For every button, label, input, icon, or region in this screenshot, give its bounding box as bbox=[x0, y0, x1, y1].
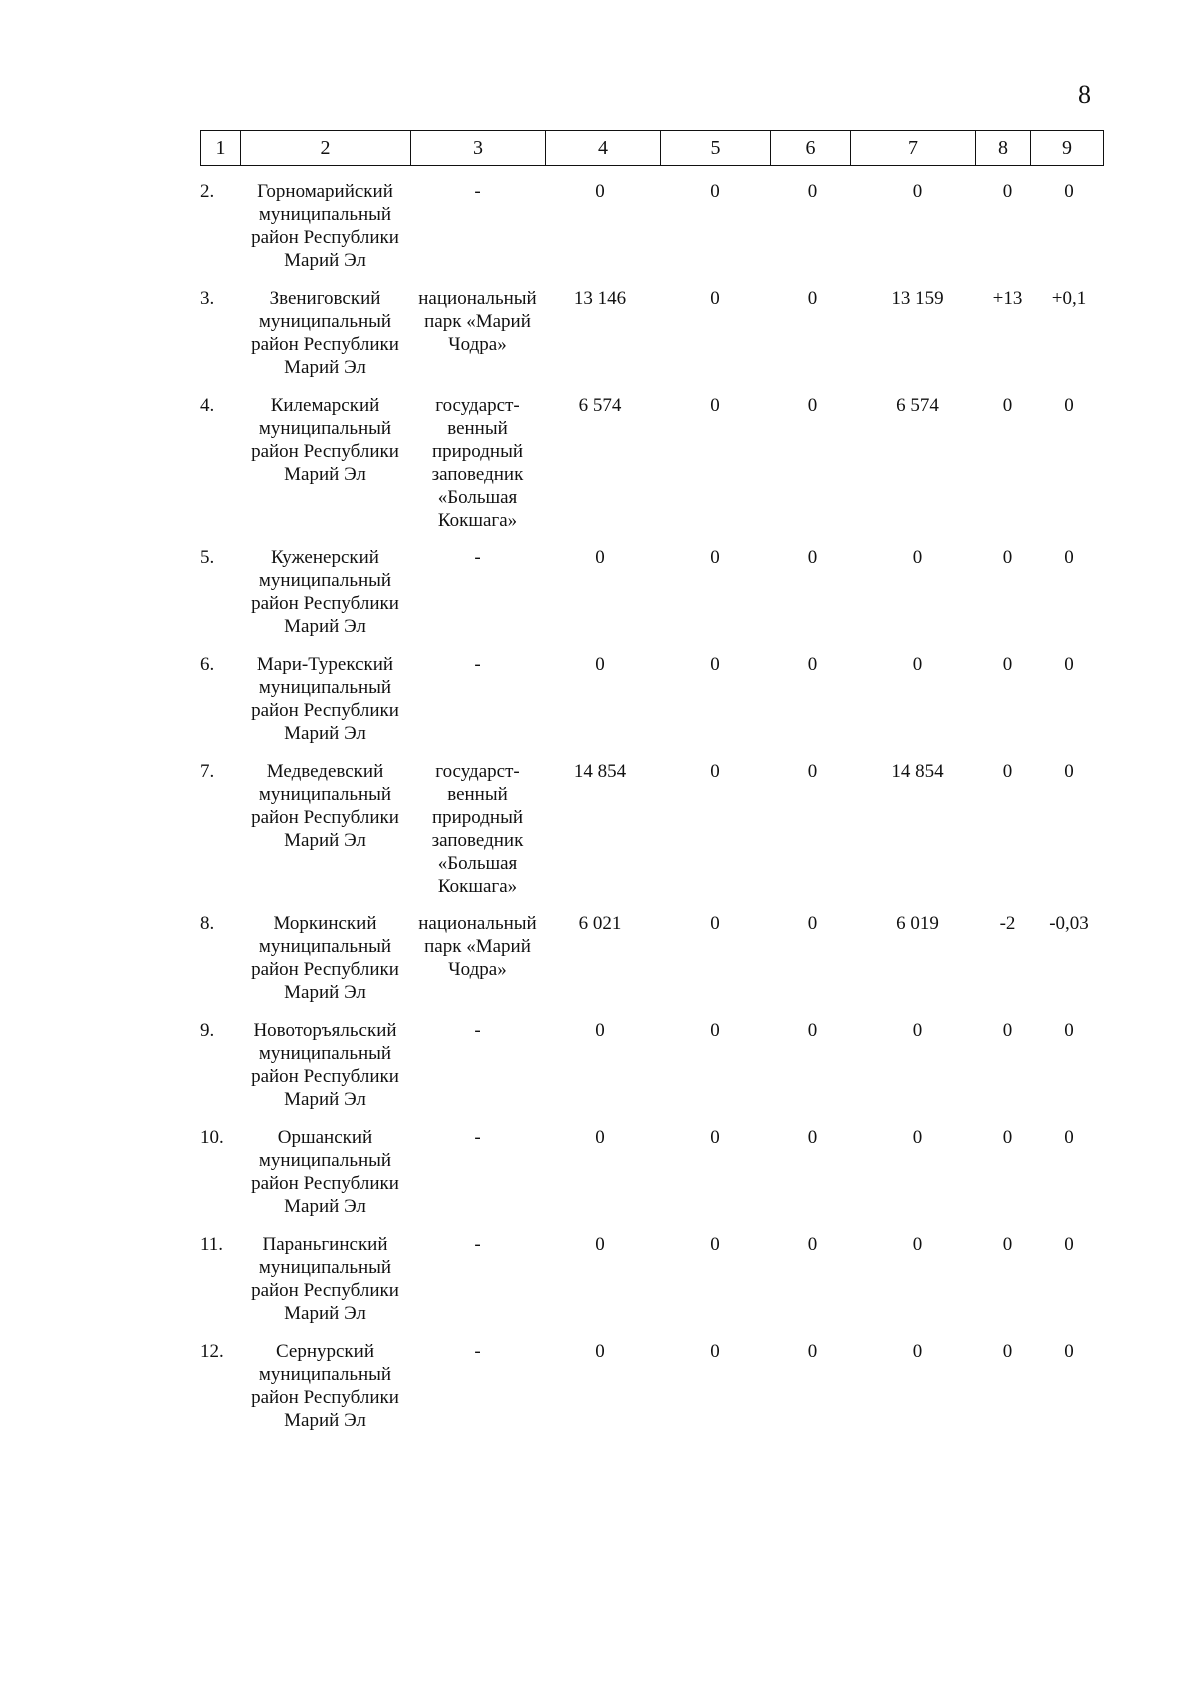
value-col-9: 0 bbox=[1064, 547, 1074, 568]
protected-area: национальный парк «Марий Чодра» bbox=[418, 288, 537, 355]
value-col-6: 0 bbox=[807, 1020, 818, 1041]
value-col-4: 0 bbox=[595, 1020, 605, 1041]
value-col-8: 0 bbox=[1002, 1127, 1013, 1148]
value-col-4: 0 bbox=[595, 1341, 605, 1362]
header-row bbox=[201, 131, 1104, 166]
protected-area: национальный парк «Марий Чодра» bbox=[418, 913, 537, 980]
row-number: 2. bbox=[200, 181, 215, 202]
table-row bbox=[200, 912, 1103, 1019]
header-cell: 8 bbox=[976, 131, 1031, 166]
table-row bbox=[200, 1019, 1103, 1126]
table-row bbox=[200, 394, 1103, 546]
value-col-8: 0 bbox=[1002, 1234, 1013, 1255]
table-body bbox=[200, 180, 1103, 1447]
row-number: 11. bbox=[200, 1234, 224, 1255]
row-number: 5. bbox=[200, 547, 215, 568]
value-col-7: 0 bbox=[912, 1341, 923, 1362]
district-name: Новоторъяльский муниципальный район Республики Марий Эл bbox=[251, 1020, 399, 1110]
table-row bbox=[200, 546, 1103, 653]
row-number: 10. bbox=[200, 1127, 224, 1148]
value-col-7: 0 bbox=[912, 1127, 923, 1148]
value-col-8: -2 bbox=[999, 913, 1016, 934]
value-col-6: 0 bbox=[807, 181, 818, 202]
value-col-7: 6 019 bbox=[896, 913, 939, 934]
district-name: Сернурский муниципальный район Республики Марий Эл bbox=[251, 1341, 399, 1431]
value-col-7: 0 bbox=[912, 654, 923, 675]
table-row bbox=[200, 1126, 1103, 1233]
district-name: Килемарский муниципальный район Республики Марий Эл bbox=[251, 395, 399, 485]
row-number: 7. bbox=[200, 761, 215, 782]
protected-area: - bbox=[474, 181, 481, 202]
value-col-5: 0 bbox=[710, 547, 720, 568]
district-name: Мари-Турекский муниципальный район Республики Марий Эл bbox=[251, 654, 399, 744]
header-cell: 7 bbox=[851, 131, 976, 166]
district-name: Горномарийский муниципальный район Республики Марий Эл bbox=[251, 181, 399, 271]
value-col-5: 0 bbox=[710, 181, 720, 202]
value-col-7: 0 bbox=[912, 181, 923, 202]
protected-area: - bbox=[474, 1341, 481, 1362]
value-col-9: 0 bbox=[1064, 181, 1074, 202]
value-col-5: 0 bbox=[710, 395, 720, 416]
row-number: 9. bbox=[200, 1020, 215, 1041]
value-col-5: 0 bbox=[710, 913, 720, 934]
page-number: 8 bbox=[1078, 80, 1091, 109]
value-col-8: 0 bbox=[1002, 395, 1013, 416]
value-col-8: 0 bbox=[1002, 761, 1013, 782]
value-col-9: 0 bbox=[1064, 1234, 1074, 1255]
header-cell: 4 bbox=[546, 131, 661, 166]
value-col-6: 0 bbox=[807, 288, 818, 309]
value-col-7: 0 bbox=[912, 547, 923, 568]
district-name: Оршанский муниципальный район Республики Марий Эл bbox=[251, 1127, 399, 1217]
table-row bbox=[200, 1340, 1103, 1447]
value-col-6: 0 bbox=[807, 547, 818, 568]
value-col-4: 6 574 bbox=[578, 395, 622, 416]
header-cell: 5 bbox=[661, 131, 771, 166]
table-row bbox=[200, 180, 1103, 287]
district-name: Звениговский муниципальный район Республики Марий Эл bbox=[251, 288, 399, 378]
value-col-6: 0 bbox=[807, 1341, 818, 1362]
row-number: 6. bbox=[200, 654, 215, 675]
value-col-4: 13 146 bbox=[573, 288, 627, 309]
value-col-8: 0 bbox=[1002, 654, 1013, 675]
header-cell: 6 bbox=[771, 131, 851, 166]
value-col-5: 0 bbox=[710, 288, 720, 309]
protected-area: - bbox=[474, 547, 481, 568]
row-number: 12. bbox=[200, 1341, 224, 1362]
value-col-8: 0 bbox=[1002, 1020, 1013, 1041]
value-col-9: 0 bbox=[1064, 1127, 1074, 1148]
protected-area: государст- венный природный заповедник «Большая Кокшага» bbox=[431, 395, 524, 531]
value-col-6: 0 bbox=[807, 1234, 818, 1255]
value-col-6: 0 bbox=[807, 654, 818, 675]
column-number-header bbox=[200, 130, 1104, 166]
protected-area: - bbox=[474, 654, 481, 675]
value-col-6: 0 bbox=[807, 1127, 818, 1148]
value-col-7: 0 bbox=[912, 1234, 923, 1255]
value-col-9: 0 bbox=[1064, 1341, 1074, 1362]
value-col-5: 0 bbox=[710, 1127, 720, 1148]
value-col-8: 0 bbox=[1002, 181, 1013, 202]
value-col-9: 0 bbox=[1064, 1020, 1074, 1041]
value-col-8: 0 bbox=[1002, 547, 1013, 568]
table-row bbox=[200, 287, 1103, 394]
value-col-6: 0 bbox=[807, 395, 818, 416]
value-col-9: 0 bbox=[1064, 395, 1074, 416]
value-col-5: 0 bbox=[710, 1341, 720, 1362]
protected-area: - bbox=[474, 1127, 481, 1148]
protected-area: государст- венный природный заповедник «Большая Кокшага» bbox=[431, 761, 524, 897]
value-col-4: 6 021 bbox=[578, 913, 622, 934]
value-col-4: 0 bbox=[595, 181, 605, 202]
value-col-4: 0 bbox=[595, 547, 605, 568]
header-cell: 1 bbox=[201, 131, 241, 166]
value-col-4: 0 bbox=[595, 1234, 605, 1255]
row-number: 3. bbox=[200, 288, 215, 309]
value-col-6: 0 bbox=[807, 913, 818, 934]
row-number: 8. bbox=[200, 913, 215, 934]
value-col-4: 14 854 bbox=[573, 761, 627, 782]
value-col-8: 0 bbox=[1002, 1341, 1013, 1362]
value-col-5: 0 bbox=[710, 1020, 720, 1041]
table-row bbox=[200, 1233, 1103, 1340]
value-col-4: 0 bbox=[595, 654, 605, 675]
value-col-9: -0,03 bbox=[1049, 913, 1089, 934]
row-number: 4. bbox=[200, 395, 215, 416]
district-name: Параньгинский муниципальный район Республики Марий Эл bbox=[251, 1234, 399, 1324]
district-name: Куженерский муниципальный район Республики Марий Эл bbox=[251, 547, 399, 637]
header-cell: 3 bbox=[411, 131, 546, 166]
value-col-7: 6 574 bbox=[896, 395, 939, 416]
header-cell: 2 bbox=[241, 131, 411, 166]
value-col-9: +0,1 bbox=[1051, 288, 1087, 309]
value-col-5: 0 bbox=[710, 654, 720, 675]
value-col-9: 0 bbox=[1064, 654, 1074, 675]
value-col-8: +13 bbox=[992, 288, 1023, 309]
value-col-7: 14 854 bbox=[891, 761, 944, 782]
value-col-7: 13 159 bbox=[891, 288, 944, 309]
value-col-4: 0 bbox=[595, 1127, 605, 1148]
district-name: Моркинский муниципальный район Республики Марий Эл bbox=[251, 913, 399, 1003]
protected-area: - bbox=[474, 1234, 481, 1255]
protected-area: - bbox=[474, 1020, 481, 1041]
value-col-7: 0 bbox=[912, 1020, 923, 1041]
value-col-5: 0 bbox=[710, 1234, 720, 1255]
table-row bbox=[200, 760, 1103, 912]
value-col-5: 0 bbox=[710, 761, 720, 782]
header-cell: 9 bbox=[1031, 131, 1104, 166]
value-col-9: 0 bbox=[1064, 761, 1074, 782]
table-row bbox=[200, 653, 1103, 760]
district-name: Медведевский муниципальный район Республики Марий Эл bbox=[251, 761, 399, 851]
value-col-6: 0 bbox=[807, 761, 818, 782]
